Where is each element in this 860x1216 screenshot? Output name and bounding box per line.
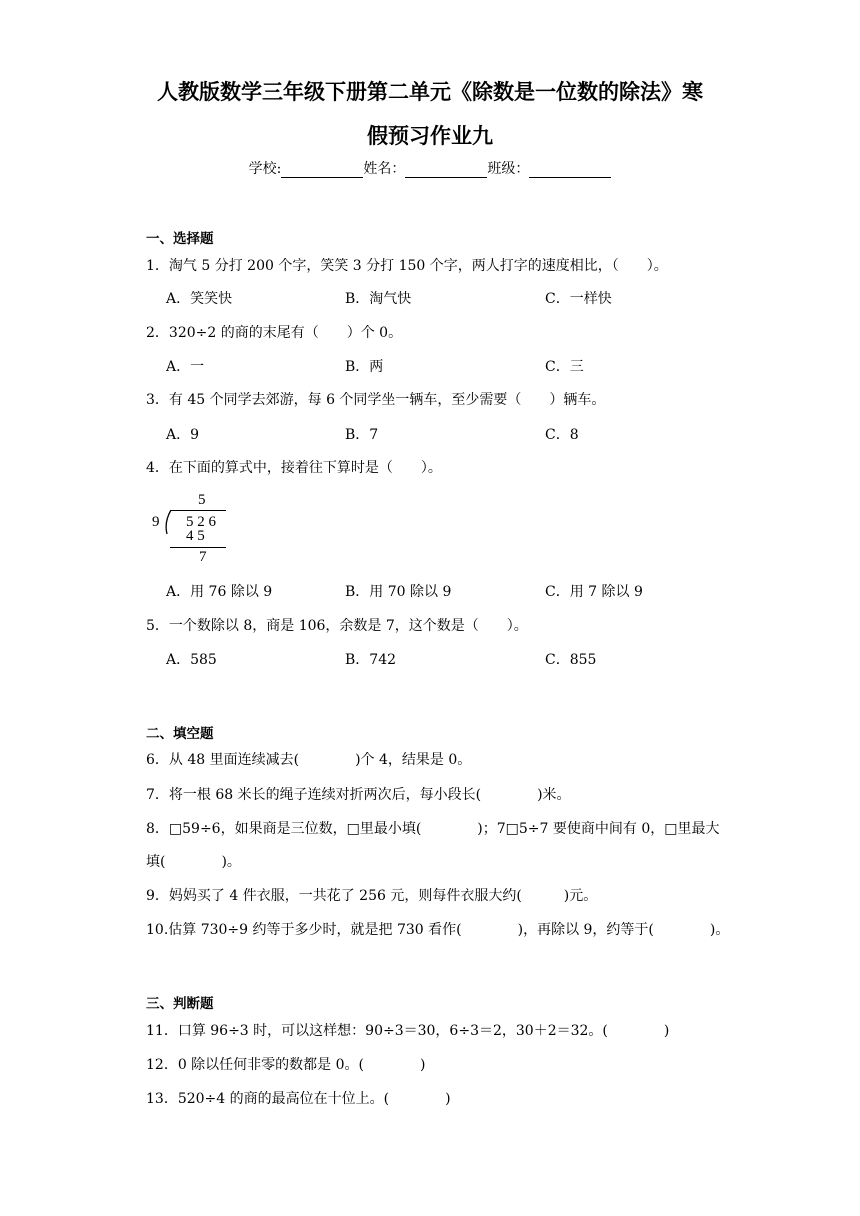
- page-title-line1: 人教版数学三年级下册第二单元《除数是一位数的除法》寒: [157, 80, 703, 104]
- division-divisor: 9: [152, 514, 160, 530]
- q3-option-b[interactable]: B．7: [345, 427, 379, 443]
- question-5: 5．一个数除以 8，商是 106，余数是 7，这个数是（ ）。: [146, 618, 528, 634]
- school-label: 学校:: [248, 161, 282, 177]
- question-3: 3．有 45 个同学去郊游，每 6 个同学坐一辆车，至少需要（ ）辆车。: [146, 392, 606, 408]
- question-2: 2．320÷2 的商的末尾有（ ）个 0。: [146, 325, 403, 341]
- question-8-line1: 8．□59÷6，如果商是三位数，□里最小填( )；7□5÷7 要使商中间有 0，□里最大: [146, 821, 720, 837]
- question-11: 11．口算 96÷3 时，可以这样想：90÷3＝30，6÷3＝2，30＋2＝32。( ): [146, 1023, 670, 1039]
- question-6: 6．从 48 里面连续减去( )个 4，结果是 0。: [146, 752, 472, 768]
- question-8-line2: 填( )。: [146, 854, 241, 870]
- q2-option-b[interactable]: B．两: [345, 359, 384, 375]
- division-subtract-line: [170, 547, 226, 548]
- division-top-bar: [170, 510, 226, 511]
- question-13: 13．520÷4 的商的最高位在十位上。( ): [146, 1091, 451, 1107]
- question-1: 1．淘气 5 分打 200 个字，笑笑 3 分打 150 个字，两人打字的速度相比，（ ）。: [146, 258, 668, 274]
- name-blank[interactable]: [405, 163, 487, 178]
- division-quotient: 5: [198, 492, 206, 508]
- question-12: 12．0 除以任何非零的数都是 0。( ): [146, 1057, 426, 1073]
- question-7: 7．将一根 68 米长的绳子连续对折两次后，每小段长( )米。: [146, 787, 571, 803]
- question-10: 10.估算 730÷9 约等于多少时，就是把 730 看作( )，再除以 9，约等于( )。: [146, 922, 730, 938]
- q3-option-a[interactable]: A．9: [166, 427, 200, 443]
- q4-option-a[interactable]: A．用 76 除以 9: [166, 584, 273, 600]
- name-label: 姓名：: [363, 161, 406, 177]
- section-heading-judge: 三、判断题: [146, 996, 214, 1012]
- q1-option-c[interactable]: C．一样快: [545, 291, 612, 307]
- class-blank[interactable]: [529, 163, 611, 178]
- division-product: 4 5: [186, 528, 205, 544]
- q5-option-a[interactable]: A．585: [166, 652, 217, 668]
- student-info-line: [0, 158, 860, 178]
- q3-option-c[interactable]: C．8: [545, 427, 579, 443]
- school-blank[interactable]: [281, 163, 363, 178]
- q5-option-b[interactable]: B．742: [345, 652, 397, 668]
- q5-option-c[interactable]: C．855: [545, 652, 597, 668]
- class-label: 班级：: [487, 161, 530, 177]
- page-title-line2: 假预习作业九: [367, 124, 493, 148]
- section-heading-fill: 二、填空题: [146, 726, 214, 742]
- q2-option-a[interactable]: A．一: [166, 359, 205, 375]
- question-9: 9．妈妈买了 4 件衣服，一共花了 256 元，则每件衣服大约( )元。: [146, 888, 598, 904]
- question-4: 4．在下面的算式中，接着往下算时是（ ）。: [146, 460, 442, 476]
- q1-option-b[interactable]: B．淘气快: [345, 291, 412, 307]
- q4-option-b[interactable]: B．用 70 除以 9: [345, 584, 452, 600]
- division-dividend: 5 2 6: [186, 514, 216, 530]
- q1-option-a[interactable]: A．笑笑快: [166, 291, 233, 307]
- division-bracket: [164, 510, 174, 534]
- q2-option-c[interactable]: C．三: [545, 359, 584, 375]
- section-heading-choice: 一、选择题: [146, 231, 214, 247]
- division-remainder: 7: [199, 549, 207, 565]
- long-division-figure: [140, 488, 240, 568]
- q4-option-c[interactable]: C．用 7 除以 9: [545, 584, 643, 600]
